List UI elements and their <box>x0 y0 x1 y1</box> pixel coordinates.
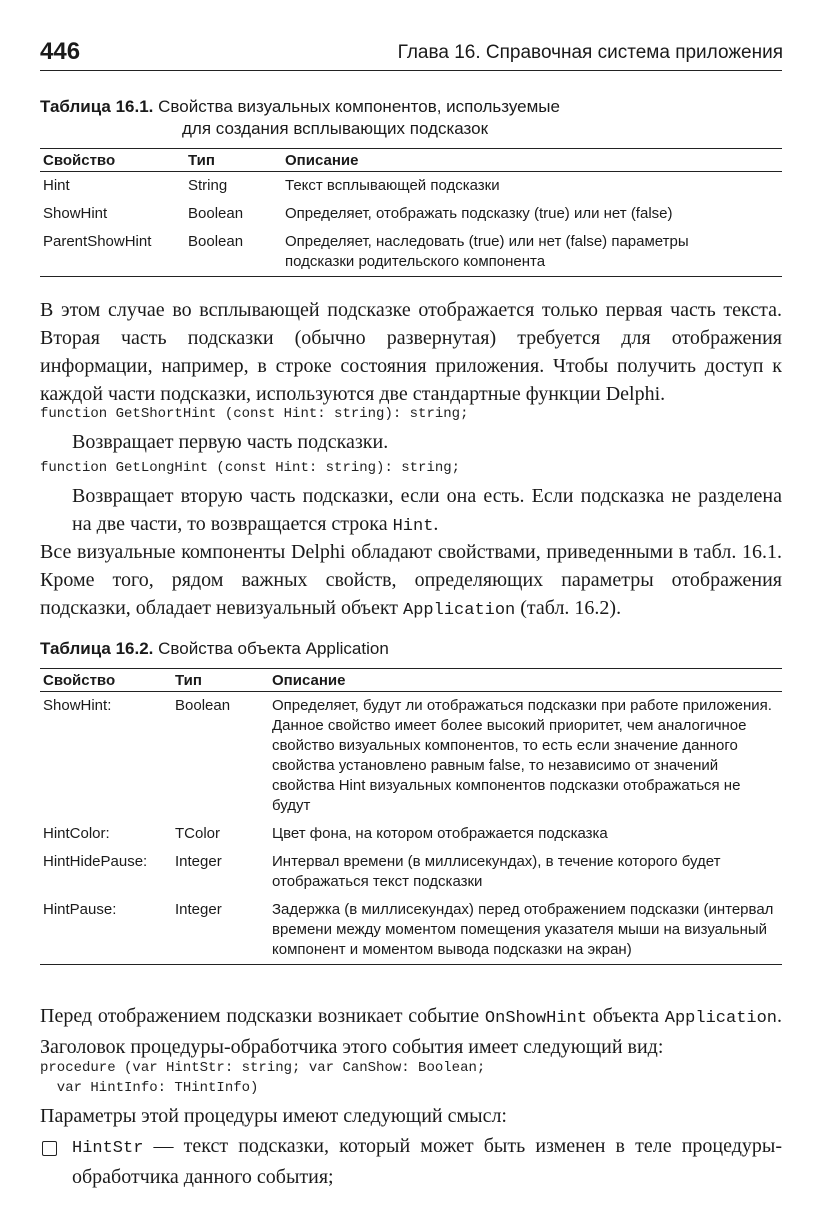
code-line-2: var HintInfo: THintInfo) <box>40 1080 259 1096</box>
table-row <box>40 896 782 965</box>
header-rule <box>40 70 782 71</box>
desc2-text: Возвращает вторую часть подсказки, если она есть. Если подсказка не разделена на две части, то возвращается строка <box>72 485 782 535</box>
table-cell-type: Integer <box>172 896 269 965</box>
table-cell-type: String <box>188 177 228 194</box>
para2-code-application: Application <box>403 601 516 620</box>
table1-caption-label: Таблица 16.1. <box>40 97 154 116</box>
table1-header-description: Описание <box>282 149 782 172</box>
table-row <box>40 820 782 848</box>
table-cell-property: ShowHint <box>43 205 108 222</box>
table-cell-description: Задержка (в миллисекундах) перед отображением подсказки (интервал времени между моментом помещения указателя мыши на визуальный компонент и моментом вывода подсказки на экран) <box>269 896 782 965</box>
table-cell-description: Определяет, отображать подсказку (true) или нет (false) <box>285 205 673 222</box>
page-number: 446 <box>40 38 81 65</box>
table-cell-property: HintColor: <box>43 825 110 842</box>
table-row <box>40 692 782 821</box>
table-cell-property: HintHidePause: <box>43 853 148 870</box>
code-get-long-hint: function GetLongHint (const Hint: string): string; <box>40 460 461 476</box>
table-cell-property: HintPause: <box>40 896 172 965</box>
table-cell-property: ShowHint: <box>43 697 112 714</box>
table-row <box>40 172 782 201</box>
table-cell-description: Текст всплывающей подсказки <box>285 177 500 194</box>
code-get-short-hint: function GetShortHint (const Hint: string): string; <box>40 406 469 422</box>
desc2-code-hint: Hint <box>392 517 434 536</box>
table2 <box>40 668 782 965</box>
table-row <box>40 228 782 277</box>
body-paragraph-4: Параметры этой процедуры имеют следующий смысл: <box>40 1105 507 1127</box>
table-cell-type: Integer <box>175 853 222 870</box>
para2-tail: (табл. 16.2). <box>515 597 622 619</box>
para3-code-onshowhint: OnShowHint <box>484 1009 587 1028</box>
table-cell-type: Boolean <box>185 228 282 277</box>
bullet-code-hintstr: HintStr <box>72 1139 144 1158</box>
body-paragraph-1: В этом случае во всплывающей подсказке отображается только первая часть текста. Вторая часть подсказки (обычно развернутая) требуется для отображения информации, например, в строке состояния приложения. Чтобы получить доступ к каждой части подсказки, используются две стандартные функции Delphi. <box>40 299 782 405</box>
bullet-item-hintstr <box>72 1132 782 1191</box>
para3-text: Перед отображением подсказки возникает событие <box>40 1005 485 1027</box>
table1-caption-text-line2: для создания всплывающих подсказок <box>182 119 489 138</box>
desc2-tail: . <box>433 513 439 535</box>
table1-header-type: Тип <box>185 149 282 172</box>
body-paragraph-3 <box>40 1002 782 1061</box>
body-paragraph-2 <box>40 538 782 625</box>
table-cell-type: Boolean <box>188 205 244 222</box>
table2-header-row <box>40 669 782 692</box>
para3-tail: . Заголовок процедуры-обработчика этого события имеет следующий вид: <box>40 1005 782 1058</box>
bullet-text: — текст подсказки, который может быть изменен в теле процедуры-обработчика данного события; <box>72 1135 782 1188</box>
table1-header-property: Свойство <box>40 149 185 172</box>
table1-caption <box>40 96 560 140</box>
table1-caption-text-line1: Свойства визуальных компонентов, используемые <box>158 97 560 116</box>
table-cell-description: Интервал времени (в миллисекундах), в течение которого будет отображаться текст подсказки <box>272 853 721 890</box>
running-head: Глава 16. Справочная система приложения <box>397 42 783 63</box>
table-cell-type: Boolean <box>175 697 231 714</box>
table1-header-row <box>40 149 782 172</box>
get-long-hint-description <box>72 482 782 541</box>
table-cell-description: Цвет фона, на котором отображается подсказка <box>272 825 608 842</box>
code-procedure-signature <box>40 1058 485 1098</box>
table-row <box>40 200 782 228</box>
code-line-1: procedure (var HintStr: string; var CanShow: Boolean; <box>40 1060 486 1076</box>
para3-code-application: Application <box>664 1009 777 1028</box>
para3-mid: объекта <box>586 1005 665 1027</box>
table2-header-description: Описание <box>269 669 782 692</box>
bullet-checkbox-icon <box>42 1141 57 1156</box>
table-cell-description: Определяет, наследовать (true) или нет (false) параметры подсказки родительского компонента <box>282 228 782 277</box>
table2-caption-text: Свойства объекта Application <box>158 639 389 658</box>
table-cell-property: Hint <box>43 177 70 194</box>
table2-caption-label: Таблица 16.2. <box>40 639 154 658</box>
table2-header-type: Тип <box>172 669 269 692</box>
table-cell-property: ParentShowHint <box>40 228 185 277</box>
table1 <box>40 148 782 277</box>
table2-header-property: Свойство <box>40 669 172 692</box>
table-row <box>40 848 782 896</box>
table-cell-description: Определяет, будут ли отображаться подсказки при работе приложения. Данное свойство имеет более высокий приоритет, чем аналогичное свойство визуальных компонентов, то есть если значение данного свойства установлено равным false, то независимо от значений свойства Hint визуальных компонентов подсказки отображаться не будут <box>272 697 772 814</box>
get-short-hint-description: Возвращает первую часть подсказки. <box>72 431 389 453</box>
para2-text: Все визуальные компоненты Delphi обладают свойствами, приведенными в табл. 16.1. Кроме того, рядом важных свойств, определяющих параметры отображения подсказки, обладает невизуальный объект <box>40 541 782 619</box>
table2-caption <box>40 638 389 660</box>
table-cell-type: TColor <box>175 825 221 842</box>
